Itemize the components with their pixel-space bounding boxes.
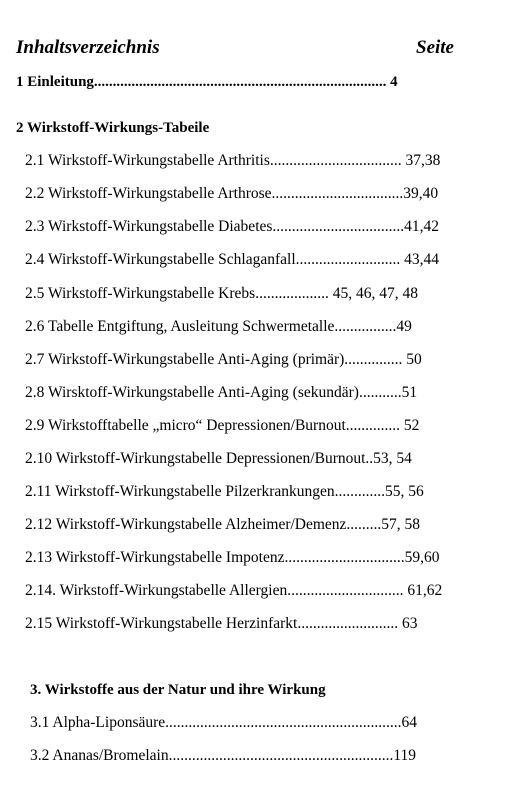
toc-entry-2-15: 2.15 Wirkstoff-Wirkungstabelle Herzinfarkt.......................... 63 [25,615,418,632]
page-column-label: Seite [416,37,454,58]
toc-entry-2-14: 2.14. Wirkstoff-Wirkungstabelle Allergien.............................. 61,62 [25,582,443,599]
toc-entry-2-12: 2.12 Wirkstoff-Wirkungstabelle Alzheimer/Demenz.........57, 58 [25,516,421,533]
toc-entry-2-2: 2.2 Wirkstoff-Wirkungstabelle Arthrose..................................39,40 [25,185,439,202]
toc-entry-2-7: 2.7 Wirkstoff-Wirkungstabelle Anti-Aging (primär)............... 50 [25,351,422,368]
toc-section-1: 1 Einleitung.............................................................................. 4 [16,74,398,90]
toc-entry-2-9: 2.9 Wirkstofftabelle „micro“ Depressionen/Burnout.............. 52 [25,417,420,434]
toc-section-3: 3. Wirkstoffe aus der Natur und ihre Wirkung [30,682,326,698]
toc-section-2: 2 Wirkstoff-Wirkungs-Tabeile [16,120,210,136]
toc-entry-2-11: 2.11 Wirkstoff-Wirkungstabelle Pilzerkrankungen.............55, 56 [25,483,424,500]
toc-entry-2-13: 2.13 Wirkstoff-Wirkungstabelle Impotenz...............................59,60 [25,549,440,566]
toc-entry-2-5: 2.5 Wirkstoff-Wirkungstabelle Krebs................... 45, 46, 47, 48 [25,285,418,302]
toc-entry-2-1: 2.1 Wirkstoff-Wirkungstabelle Arthritis.................................. 37,38 [25,152,441,169]
toc-entry-2-3: 2.3 Wirkstoff-Wirkungstabelle Diabetes..................................41,42 [25,218,440,235]
toc-entry-3-1: 3.1 Alpha-Liponsäure.............................................................64 [30,714,418,731]
toc-entry-2-10: 2.10 Wirkstoff-Wirkungstabelle Depressionen/Burnout..53, 54 [25,450,412,467]
toc-entry-3-2: 3.2 Ananas/Bromelain..........................................................119 [30,747,417,764]
toc-title: Inhaltsverzeichnis [16,37,160,58]
toc-entry-2-6: 2.6 Tabelle Entgiftung, Ausleitung Schwermetalle................49 [25,318,412,335]
toc-entry-2-8: 2.8 Wirsktoff-Wirkungstabelle Anti-Aging (sekundär)...........51 [25,384,418,401]
toc-entry-2-4: 2.4 Wirkstoff-Wirkungstabelle Schlaganfall........................... 43,44 [25,251,440,268]
